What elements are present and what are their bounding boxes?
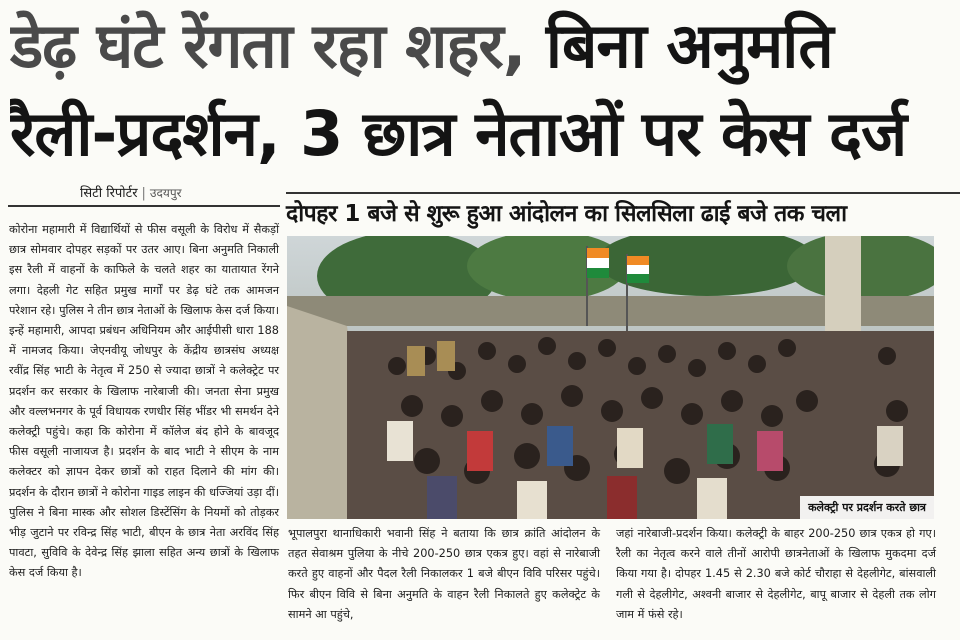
headline-part-black: बिना अनुमति <box>545 9 833 82</box>
sub-headline: दोपहर 1 बजे से शुरू हुआ आंदोलन का सिलसिला ढाई बजे तक चला <box>286 201 847 227</box>
article-body-bottom-column-1: भूपालपुरा थानाधिकारी भवानी सिंह ने बताया कि छात्र क्रांति आंदोलन के तहत सेवाश्रम पुलिया के नीचे 200-250 छात्र एकत्र हुए। वहां से नारेबाजी करते हुए वाहनों और पैदल रैली निकालकर 1 बजे बीएन विवि परिसर पहुंचे। फिर बीएन विवि से बिना अनुमति के वाहन रैली निकालते हुए कलेक्ट्रेट के सामने आ पहुंचे, <box>288 527 600 621</box>
headline-line-1 <box>10 0 960 92</box>
left-column-rule <box>8 205 280 207</box>
news-photo <box>287 236 934 519</box>
photo-caption: कलेक्ट्री पर प्रदर्शन करते छात्र <box>800 496 934 519</box>
byline-separator: | <box>141 186 146 201</box>
sub-headline-rule <box>286 192 960 194</box>
article-body-left-column: कोरोना महामारी में विद्यार्थियों से फीस वसूली के विरोध में सैकड़ों छात्र सोमवार दोपहर सड़कों पर उतर आए। बिना अनुमति निकाली इस रैली में वाहनों के काफिले के चलते शहर का यातायात रेंगने लगा। देहली गेट सहित प्रमुख मार्गों पर डेढ़ घंटे तक आमजन परेशान रहे। पुलिस ने तीन छात्र नेताओं के खिलाफ केस दर्ज किया। इन्हें महामारी, आपदा प्रबंधन अधिनियम और आईपीसी धारा 188 में नामजद किया। जेएनवीयू जोधपुर के केंद्रीय छात्रसंघ अध्यक्ष रवींद्र सिंह भाटी के नेतृत्व में 250 से ज्यादा छात्रों ने कलेक्ट्रेट पर प्रदर्शन कर सरकार के खिलाफ नारेबाजी की। जनता सेना प्रमुख और वल्लभनगर के पूर्व विधायक रणधीर सिंह भींडर भी समर्थन देने कलेक्ट्री पहुंचे। कहा कि कोरोना में कॉलेज बंद होने के बावजूद फीस वसूली नाजायज है। प्रदर्शन के बाद भाटी ने सीएम के नाम कलेक्टर को ज्ञापन देकर छात्रों को राहत दिलाने की मांग की। प्रदर्शन के दौरान छात्रों ने कोरोना गाइड लाइन की धज्जियां उड़ा दीं। पुलिस ने बिना मास्क और सोशल डिस्टेंसिंग के नियमों को तोड़कर भीड़ जुटाने पर रविन्द्र सिंह भाटी, बीएन के छात्र नेता अरविंद सिंह पावटा, सुविवि के देवेन्द्र सिंह झाला सहित अन्य छात्रों के खिलाफ केस दर्ज किया है। <box>9 223 279 580</box>
byline-place: उदयपुर <box>149 186 182 200</box>
byline-reporter: सिटी रिपोर्टर <box>80 186 138 201</box>
headline-part-grey: डेढ़ घंटे रेंगता रहा शहर, <box>10 9 546 82</box>
byline <box>80 183 182 201</box>
article-body-bottom-column-2: जहां नारेबाजी-प्रदर्शन किया। कलेक्ट्री के बाहर 200-250 छात्र एकत्र हो गए। रैली का नेतृत्व करने वाले तीनों आरोपी छात्रनेताओं के खिलाफ मुकदमा दर्ज किया गया है। दोपहर 1.45 से 2.30 बजे कोर्ट चौराहा से देहलीगेट, बांसवाली गली से देहलीगेट, अश्वनी बाजार से देहलीगेट, बापू बाजार से देहली तक लोग जाम में फंसे रहे। <box>616 527 936 621</box>
headline-line-2: रैली-प्रदर्शन, 3 छात्र नेताओं पर केस दर्ज <box>10 97 907 170</box>
protest-crowd-illustration <box>287 236 934 519</box>
